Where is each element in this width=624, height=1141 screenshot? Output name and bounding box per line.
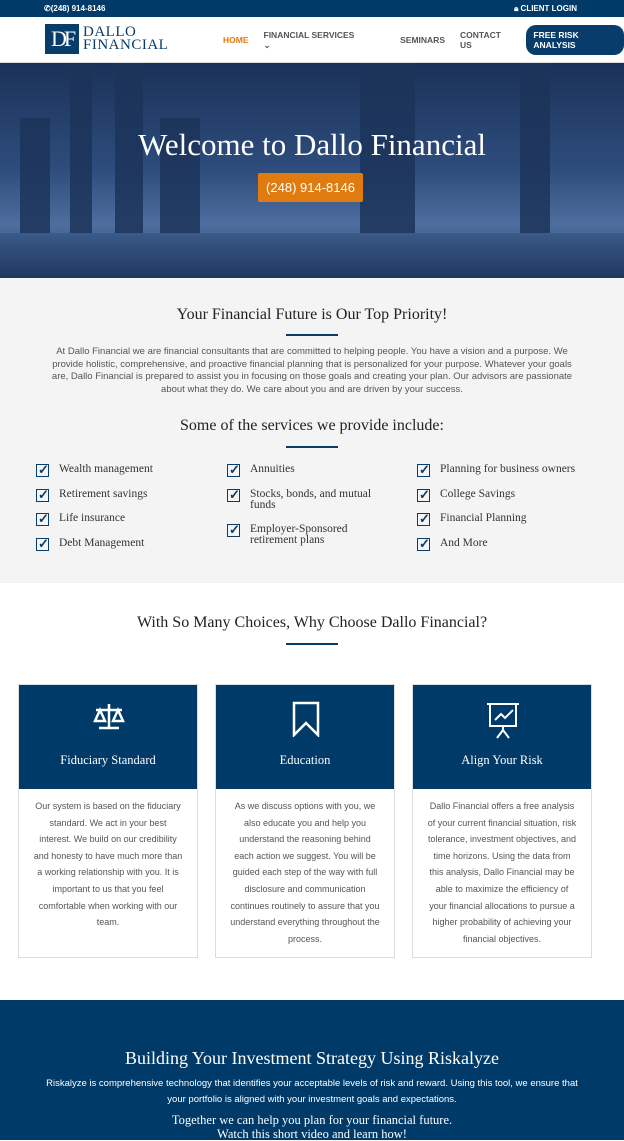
nav-financial-services[interactable]: FINANCIAL SERVICES ⌄ [263,29,355,50]
riskalyze-text: Riskalyze is comprehensive technology that identifies your acceptable levels of risk and reward. Using this tool, we ensure that your portfolio is aligned with your investment goals and expectations. [46,1078,578,1105]
hero-phone-button[interactable]: (248) 914-8146 [258,173,363,202]
logo-line1: DALLO [83,24,137,40]
presentation-chart-icon [485,701,521,739]
checkbox-icon: ✓ [419,536,430,551]
priority-title: Your Financial Future is Our Top Priority! [176,306,448,323]
checkbox-icon: ✓ [419,487,430,502]
service-item: ✓ Stocks, bonds, and mutual funds [229,487,372,511]
card-title: Align Your Risk [461,753,543,767]
nav-seminars[interactable]: SEMINARS [400,35,445,45]
card-education [215,684,395,958]
priority-section [0,278,624,583]
free-risk-analysis-button[interactable]: FREE RISK ANALYSIS [526,25,624,55]
scales-icon [91,701,127,733]
top-bar [0,0,624,17]
phone-icon: ✆ [44,4,51,13]
logo[interactable] [45,24,168,54]
service-item: ✓ Wealth management [38,462,153,477]
why-title: With So Many Choices, Why Choose Dallo Financial? [136,614,488,631]
checkbox-icon: ✓ [38,511,49,526]
card-text: Our system is based on the fiduciary standard. We act in your best interest. We build on our credibility and honesty to have much more than a working relationship with you. It is important to us that you feel comfortable when working with our team. [33,801,183,928]
service-item: ✓ Employer-Sponsored retirement plans [229,522,348,546]
hero-title: Welcome to Dallo Financial [138,127,486,162]
service-item: ✓ Retirement savings [38,487,148,502]
card-align-risk [412,684,592,958]
card-title: Education [279,753,331,767]
client-login-link[interactable]: 🔒︎ CLIENT LOGIN [514,4,577,13]
checkbox-icon: ✓ [419,511,430,526]
top-phone-link[interactable]: ✆(248) 914-8146 [44,4,106,13]
service-item: ✓ College Savings [419,487,516,502]
divider [286,334,338,336]
checkbox-icon: ✓ [38,462,49,477]
main-nav [223,17,624,63]
riskalyze-section [0,1000,624,1140]
bookmark-icon [288,701,324,737]
services-title: Some of the services we provide include: [180,417,444,434]
nav-home[interactable]: HOME [223,35,249,45]
service-item: ✓ And More [419,536,488,551]
card-title: Fiduciary Standard [60,753,156,767]
hero [0,63,624,278]
nav-contact[interactable]: CONTACT US [460,30,501,50]
divider [286,446,338,448]
checkbox-icon: ✓ [229,487,240,502]
lock-icon: 🔒︎ [514,4,521,13]
divider [286,643,338,645]
service-item: ✓ Annuities [229,462,295,477]
riskalyze-sub1: Together we can help you plan for your financial future. [171,1113,453,1127]
logo-line2: FINANCIAL [83,37,169,53]
checkbox-icon: ✓ [419,462,430,477]
checkbox-icon: ✓ [229,522,240,537]
service-item: ✓ Planning for business owners [419,462,576,477]
card-fiduciary [18,684,198,958]
service-item: ✓ Financial Planning [419,511,527,526]
service-item: ✓ Debt Management [38,536,145,551]
chevron-down-icon: ⌄ [263,39,271,50]
checkbox-icon: ✓ [38,487,49,502]
riskalyze-title: Building Your Investment Strategy Using Riskalyze [125,1048,499,1068]
checkbox-icon: ✓ [229,462,240,477]
service-item: ✓ Life insurance [38,511,126,526]
riskalyze-sub2: Watch this short video and learn how! [217,1127,407,1141]
header [0,17,624,63]
card-text: As we discuss options with you, we also educate you and help you understand the reasoning behind each action we suggest. You will be guided each step of the way with full disclosure and communication continues routinely to assure that you understand everything throughout the process. [230,801,380,944]
checkbox-icon: ✓ [38,536,49,551]
logo-mark: DF [45,24,79,54]
card-text: Dallo Financial offers a free analysis of your current financial situation, risk tolerance, investment objectives, and time horizons. Using the data from this analysis, Dallo Financial may be able to maximize the efficiency of your financial allocations to pursue a higher probability of achieving your financial objectives. [427,801,577,944]
priority-text: At Dallo Financial we are financial consultants that are committed to helping people. You have a vision and a purpose. We provide holistic, comprehensive, and proactive financial planning that is personalized for your purpose. Whatever your goals are, Dallo Financial is prepared to assist you in focusing on those goals and creating your plan. Our advisors are passionate about what they do. We care about you and are driven by your success. [51,346,573,395]
